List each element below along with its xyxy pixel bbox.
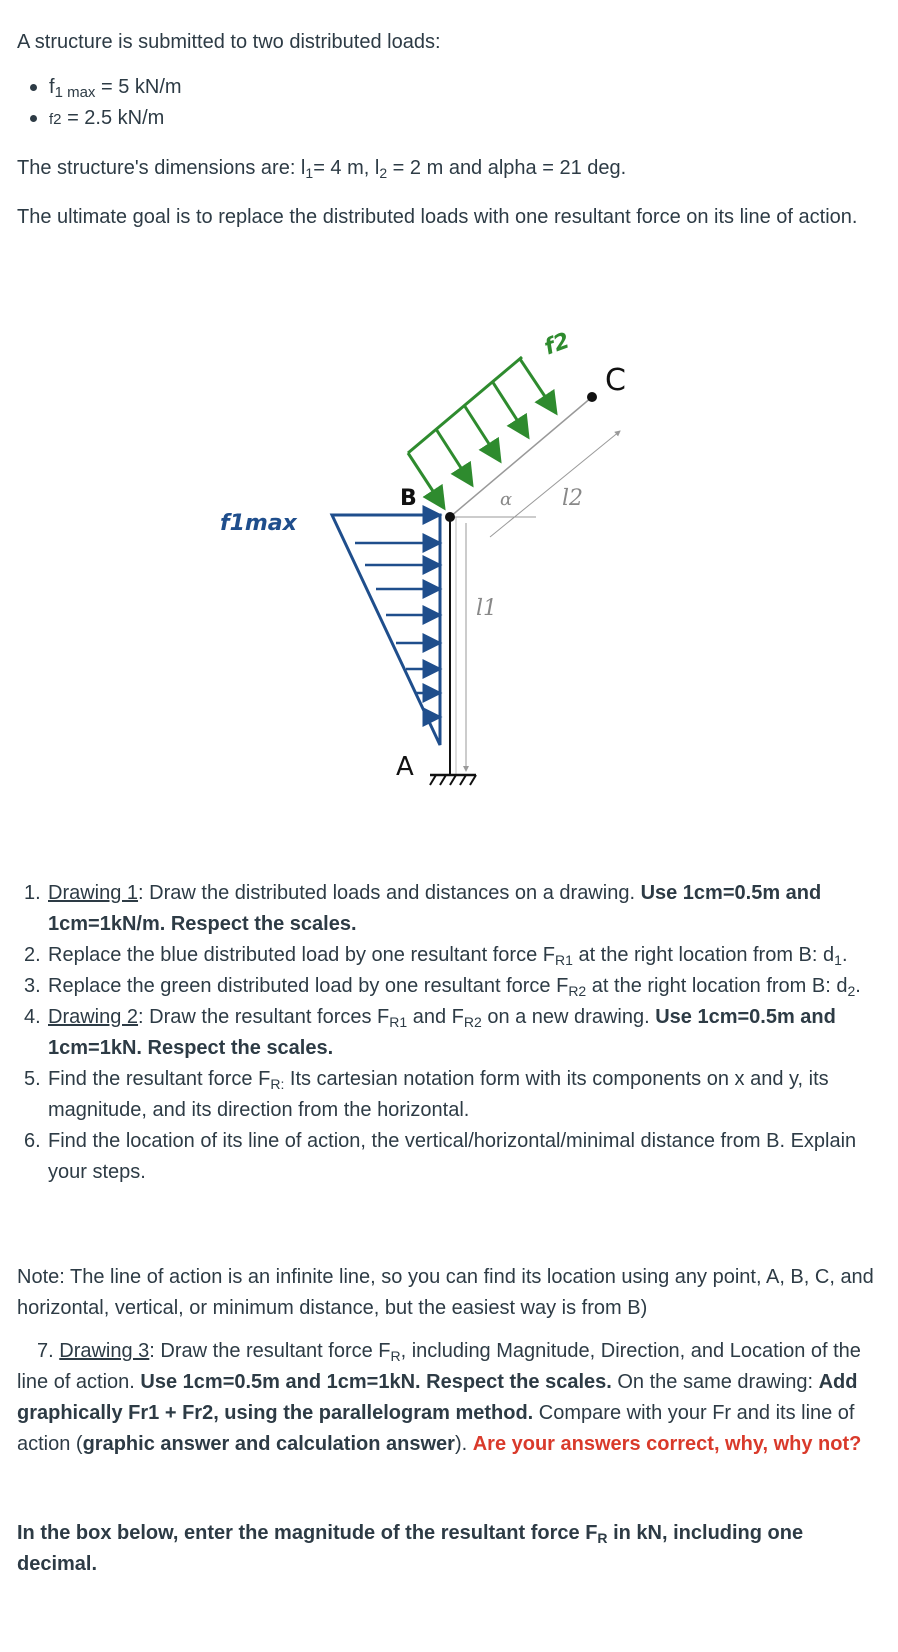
- label-f1max: f1max: [220, 511, 297, 536]
- f2-arrow: [520, 359, 556, 413]
- task-3: 3. Replace the green distributed load by one resultant force $F_{R2}$ at the right location from B: $d_2$.: [24, 975, 861, 999]
- drawing-1-link[interactable]: Drawing 1: [48, 882, 139, 904]
- label-l1: l1: [476, 596, 498, 621]
- task-2: 2. Replace the blue distributed load by one resultant force $F_{R1}$ at the right location from B: $d_1$.: [24, 944, 848, 968]
- support-hatch: [430, 775, 476, 785]
- warning-question: Are your answers correct, why, why not?: [472, 1433, 862, 1455]
- load-list: [17, 72, 182, 135]
- point-c: [587, 392, 597, 402]
- task-7: 7. Drawing 3: Draw the resultant force $F_R$, including Magnitude, Direction, and Location of the line of action. Use 1cm=0.5m and 1cm=1kN. Respect the scales. On the same drawing: Add graphically Fr1 + Fr2, using the parallelogram method. Compare with your Fr and its line of action (graphic answer and calculation answer). Are your answers correct, why, why not?: [17, 1340, 862, 1455]
- label-b: B: [400, 486, 417, 511]
- f2-arrow: [436, 429, 472, 485]
- goal-text: The ultimate goal is to replace the distributed loads with one resultant force on its line of action.: [17, 206, 858, 228]
- dimensions-text: The structure's dimensions are: $l_1= 4$ m, $l_2 = 2$ m and alpha = 21 deg.: [17, 157, 627, 181]
- dim-l2-line: [490, 431, 620, 537]
- task-6: 6. Find the location of its line of action, the vertical/horizontal/minimal distance from B. Explain your steps.: [24, 1130, 857, 1183]
- drawing-2-link[interactable]: Drawing 2: [48, 1006, 139, 1028]
- label-c: C: [605, 363, 626, 398]
- task-list: [24, 878, 883, 1188]
- point-b: [445, 512, 455, 522]
- task-5: 5. Find the resultant force $F_{R:}$ Its cartesian notation form with its components on x and y, its magnitude, and its direction from the horizontal.: [24, 1068, 829, 1121]
- label-alpha: α: [500, 489, 513, 510]
- note-text: Note: The line of action is an infinite line, so you can find its location using any point, A, B, C, and horizontal, vertical, or minimum distance, but the easiest way is from B): [17, 1266, 874, 1319]
- answer-instruction: In the box below, enter the magnitude of the resultant force $F_R$ in kN, including one decimal.: [17, 1522, 804, 1575]
- f2-arrow: [464, 405, 500, 461]
- drawing-3-link[interactable]: Drawing 3: [59, 1340, 150, 1362]
- load-item-f1: $f_{1 max} = 5$ kN/m: [17, 72, 182, 103]
- structure-diagram: [200, 305, 660, 845]
- load-item-f2: f2 = 2.5 kN/m: [17, 103, 182, 135]
- intro-text: A structure is submitted to two distributed loads:: [17, 31, 441, 53]
- label-l2: l2: [562, 486, 584, 511]
- f2-arrow: [492, 381, 528, 437]
- task-4: 4. Drawing 2: Draw the resultant forces $F_{R1}$ and $F_{R2}$ on a new drawing. Use 1cm=0.5m and 1cm=1kN. Respect the scales.: [24, 1006, 836, 1059]
- label-f2: f2: [541, 328, 574, 361]
- f1-load-outline: [332, 515, 440, 745]
- task-1: 1. Drawing 1: Draw the distributed loads and distances on a drawing. Use 1cm=0.5m and 1cm=1kN/m. Respect the scales.: [24, 882, 822, 935]
- label-a: A: [396, 752, 414, 782]
